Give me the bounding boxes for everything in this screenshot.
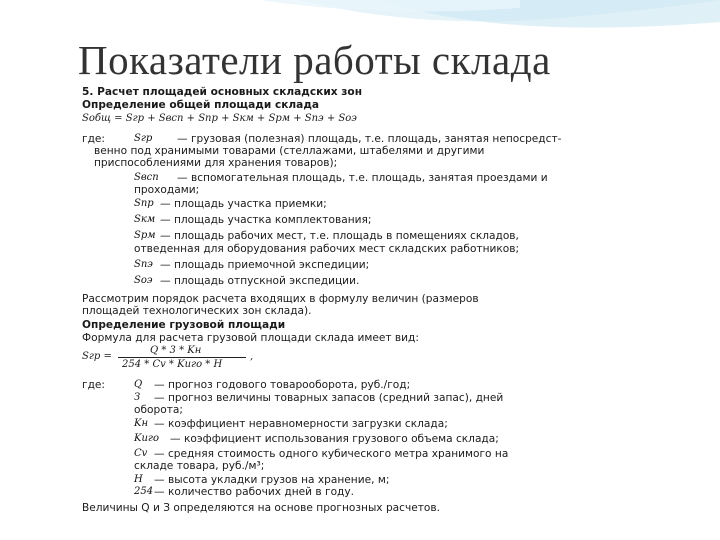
symbol-k-igo: Kиго [134, 433, 159, 444]
definition-line: — площадь рабочих мест, т.е. площадь в помещениях складов, [160, 230, 519, 242]
definition-line: — площадь участка комплектования; [160, 214, 372, 226]
definition-line: — прогноз годового товарооборота, руб./год; [154, 379, 411, 391]
definition-line: — вспомогательная площадь, т.е. площадь, занятая проездами и [177, 172, 548, 184]
final-line: Величины Q и З определяются на основе прогнозных расчетов. [82, 502, 441, 514]
symbol-c-v: Cv [134, 448, 148, 459]
formula-numerator: Q * 3 * Kн [150, 345, 202, 356]
definition-line: проходами; [134, 184, 200, 196]
definition-line: — высота укладки грузов на хранение, м; [154, 474, 390, 486]
formula-intro: Формула для расчета грузовой площади склада имеет вид: [82, 332, 419, 344]
symbol-z: З [134, 392, 141, 403]
symbol-h: H [134, 474, 143, 485]
subheading-total-area: Определение общей площади склада [82, 99, 320, 111]
section-heading: 5. Расчет площадей основных складских зон [82, 86, 363, 98]
definition-line: — коэффициент неравномерности загрузки склада; [154, 418, 448, 430]
document-page [82, 86, 652, 516]
definition-line: — площадь участка приемки; [160, 198, 327, 210]
formula-tail: , [250, 351, 254, 362]
definition-line: приспособлениями для хранения товаров); [94, 157, 338, 169]
definition-line: — площадь приемочной экспедиции; [160, 259, 370, 271]
symbol-s-pe: Sпэ [134, 259, 153, 270]
definition-line: — средняя стоимость одного кубического метра хранимого на [154, 448, 509, 460]
fraction-bar [118, 357, 246, 358]
symbol-s-gr: Sгр [134, 133, 153, 144]
formula-lhs: Sгр = [82, 351, 112, 362]
definition-line: складе товара, руб./м³; [134, 460, 265, 472]
definition-line: отведенная для оборудования рабочих мест складских работников; [134, 243, 520, 255]
definition-line: — площадь отпускной экспедиции. [160, 275, 360, 287]
where-label: где: [82, 379, 105, 391]
symbol-s-km: Sкм [134, 214, 156, 225]
definition-line: — прогноз величины товарных запасов (средний запас), дней [154, 392, 504, 404]
consider-paragraph-line: площадей технологических зон склада). [82, 305, 312, 317]
formula-total-area: Sобщ = Sгр + Sвсп + Sпр + Sкм + Sрм + Sпэ + Sоэ [82, 113, 357, 124]
definition-line: — грузовая (полезная) площадь, т.е. площадь, занятая непосредст- [177, 133, 562, 145]
definition-line: оборота; [134, 404, 183, 416]
formula-denominator: 254 * Cv * Kиго * H [122, 359, 223, 370]
symbol-s-rm: Sрм [134, 230, 156, 241]
symbol-k-n: Kн [134, 418, 149, 429]
symbol-s-oe: Sоэ [134, 275, 153, 286]
definition-line: венно под хранимыми товарами (стеллажами, штабелями и другими [94, 145, 485, 157]
slide-title: Показатели работы склада [78, 37, 551, 83]
consider-paragraph-line: Рассмотрим порядок расчета входящих в формулу величин (размеров [82, 293, 479, 305]
symbol-q: Q [134, 379, 143, 390]
definition-line: — количество рабочих дней в году. [154, 486, 355, 498]
definition-line: — коэффициент использования грузового объема склада; [170, 433, 499, 445]
symbol-s-pr: Sпр [134, 198, 154, 209]
symbol-254: 254 [134, 486, 154, 497]
where-label: где: [82, 133, 105, 145]
symbol-s-vsp: Sвсп [134, 172, 159, 183]
subheading-cargo-area: Определение грузовой площади [82, 319, 286, 331]
